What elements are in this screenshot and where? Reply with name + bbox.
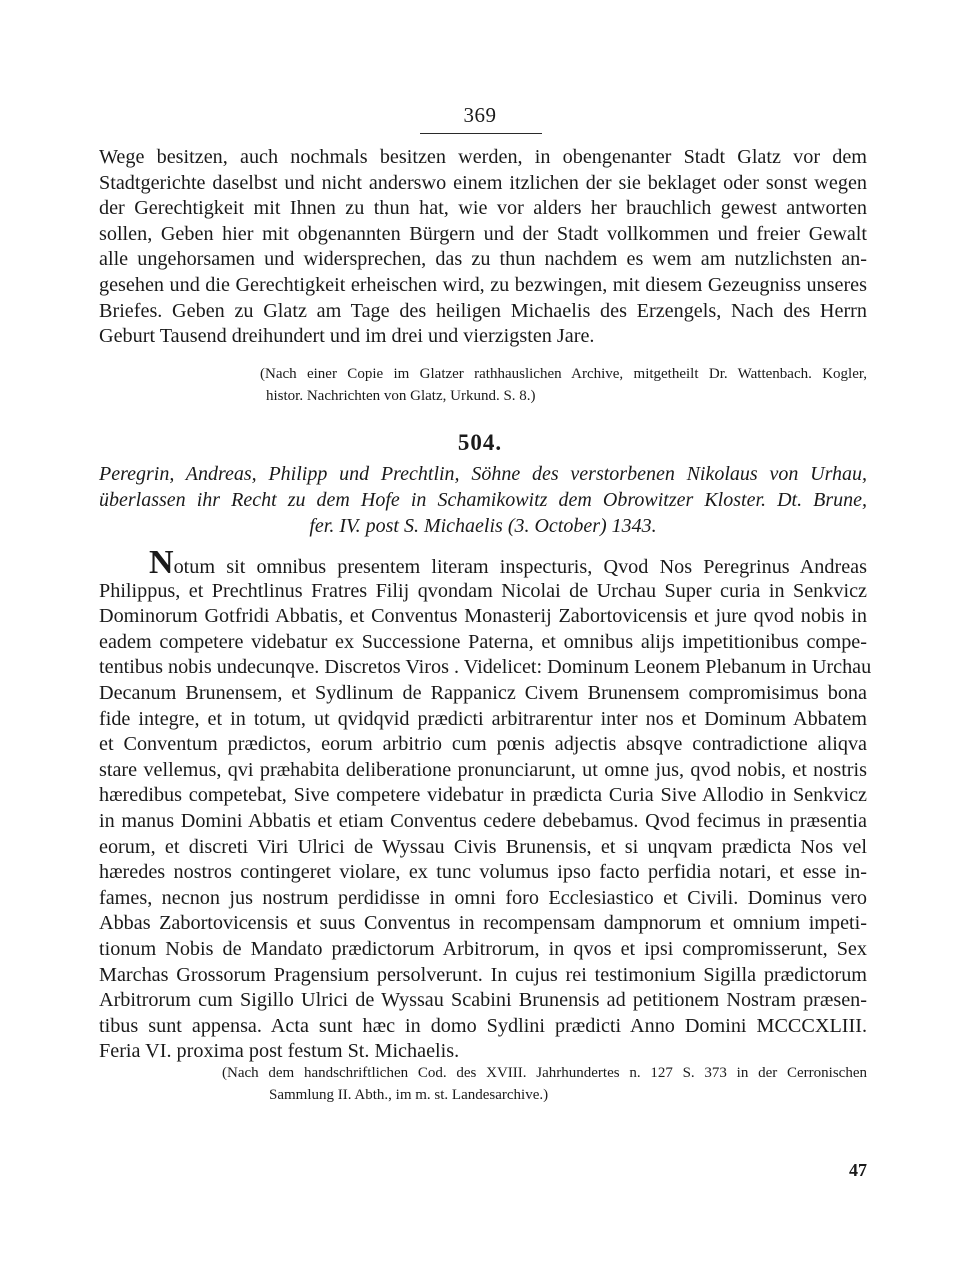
text-line: Wege besitzen, auch nochmals besitzen werden, in obengenanter Stadt Glatz vor dem [99,146,867,168]
text-line: fide integre, et in totum, ut qvidqvid prædicti arbitrarentur inter nos et Dominum Abbatem [99,707,867,730]
text-line: Geburt Tausend dreihundert und im drei und vierzigsten Jare. [99,325,595,348]
text-line: der Gerechtigkeit mit Ihnen zu thun hat, wie vor alders her brauchlich gewest antworten [99,197,867,220]
text-line: hæredibus competebat, Sive competere videbatur in prædicta Curia Sive Allodio in Senkvicz [99,784,867,807]
text-line: Decanum Brunensem, et Sydlinum de Rappanicz Civem Brunensem compromisimus bona [99,681,867,704]
text-line [99,544,867,581]
source-note [99,1063,867,1106]
latin-charter-text [99,544,872,1065]
source-note-line: (Nach einer Copie im Glatzer rathhauslichen Archive, mitgetheilt Dr. Wattenbach. Kogler, [260,366,867,382]
document-summary [99,461,867,539]
text-line: Arbitrorum cum Sigillo Ulrici de Wyssau Scabini Brunensis ad petitionem Nostram præsen- [99,989,867,1012]
main-paragraph [99,145,867,350]
text-line: stare vellemus, qvi præhabita deliberatione pronunciarunt, ut omne jus, qvod nobis, et nostris [99,758,867,781]
page-number: 369 [463,103,497,127]
source-note-line: histor. Nachrichten von Glatz, Urkund. S. 8.) [266,387,536,404]
document-number: 504. [457,430,503,455]
text-line: tentibus nobis undecunqve. Discretos Viros . Videlicet: Dominum Leonem Plebanum in Urchau [99,656,872,679]
text-line: Marchas Grossorum Pragensium persolverunt. In cujus rei testimonium Sigilla prædictorum [99,963,867,986]
text-line: in manus Domini Abbatis et etiam Conventus cedere debebamus. Qvod fecimus in præsentia [99,809,867,832]
text-line: gesehen und die Gerechtigkeit erheischen wird, zu bezwingen, mit diesem Gezeugniss unseres [99,273,867,296]
summary-line: fer. IV. post S. Michaelis (3. October) 1343. [309,515,657,537]
text-line: sollen, Geben hier mit obgenannten Bürgern und der Stadt vollkommen und freier Gewalt [99,222,867,245]
text-line: tionum Nobis de Mandato prædictorum Arbitrorum, in qvos et ipsi compromisserunt, Sex [99,937,867,960]
source-note [99,364,867,407]
text-line: alle ungehorsamen und widersprechen, das zu thun nachdem es wem am nutzlichsten an- [99,248,867,271]
text-line: eadem competere videbatur ex Successione Paterna, et omnibus alijs impetitionibus compe- [99,630,867,653]
text-line: hæredes nostros contingeret violare, ex tunc volumus ipso facto perfidia notari, et esse in- [99,861,867,884]
text-line: eorum, et discreti Viri Ulrici de Wyssau Civis Brunensis, et si unqvam prædicta Nos vel [99,835,867,858]
source-note-line: Sammlung II. Abth., im m. st. Landesarchive.) [269,1086,549,1103]
source-note-line: (Nach dem handschriftlichen Cod. des XVIII. Jahrhundertes n. 127 S. 373 in der Cerronischen [222,1065,867,1081]
folio-number: 47 [849,1160,867,1180]
text-line: fames, necnon jus nostrum perdidisse in omni foro Ecclesiastico et Civili. Dominus vero [99,886,867,909]
header-rule [420,133,542,134]
text-line: Philippus, et Prechtlinus Fratres Filij qvondam Nicolai de Urchau Super curia in Senkvicz [99,579,867,602]
summary-line: Peregrin, Andreas, Philipp und Prechtlin, Söhne des verstorbenen Nikolaus von Urhau, [99,463,867,485]
text-line: et Conventum prædictos, eorum arbitrio cum pœnis adjectis absqve contradictione aliqva [99,733,867,756]
text-line: Abbas Zabortovicensis et suus Conventus in recompensam dampnorum et omnium impeti- [99,912,867,935]
text-line: Stadtgerichte daselbst und nicht anderswo einem itzlichen der sie beklaget oder sonst wegen [99,171,867,194]
text-line: Dominorum Gotfridi Abbatis, et Conventus Monasterij Zabortovicensis et jure qvod nobis in [99,605,867,628]
text-line-rest: otum sit omnibus presentem literam inspecturis, Qvod Nos Peregrinus Andreas [173,556,867,578]
text-line: Feria VI. proxima post festum St. Michaelis. [99,1040,460,1063]
text-line: Briefes. Geben zu Glatz am Tage des heiligen Michaelis des Erzengels, Nach des Herrn [99,299,867,322]
summary-line: überlassen ihr Recht zu dem Hofe in Schamikowitz dem Obrowitzer Kloster. Dt. Brune, [99,489,867,511]
drop-cap: N [149,544,174,581]
text-line: tibus sunt appensa. Acta sunt hæc in domo Sydlini prædicti Anno Domini MCCCXLIII. [99,1014,867,1037]
